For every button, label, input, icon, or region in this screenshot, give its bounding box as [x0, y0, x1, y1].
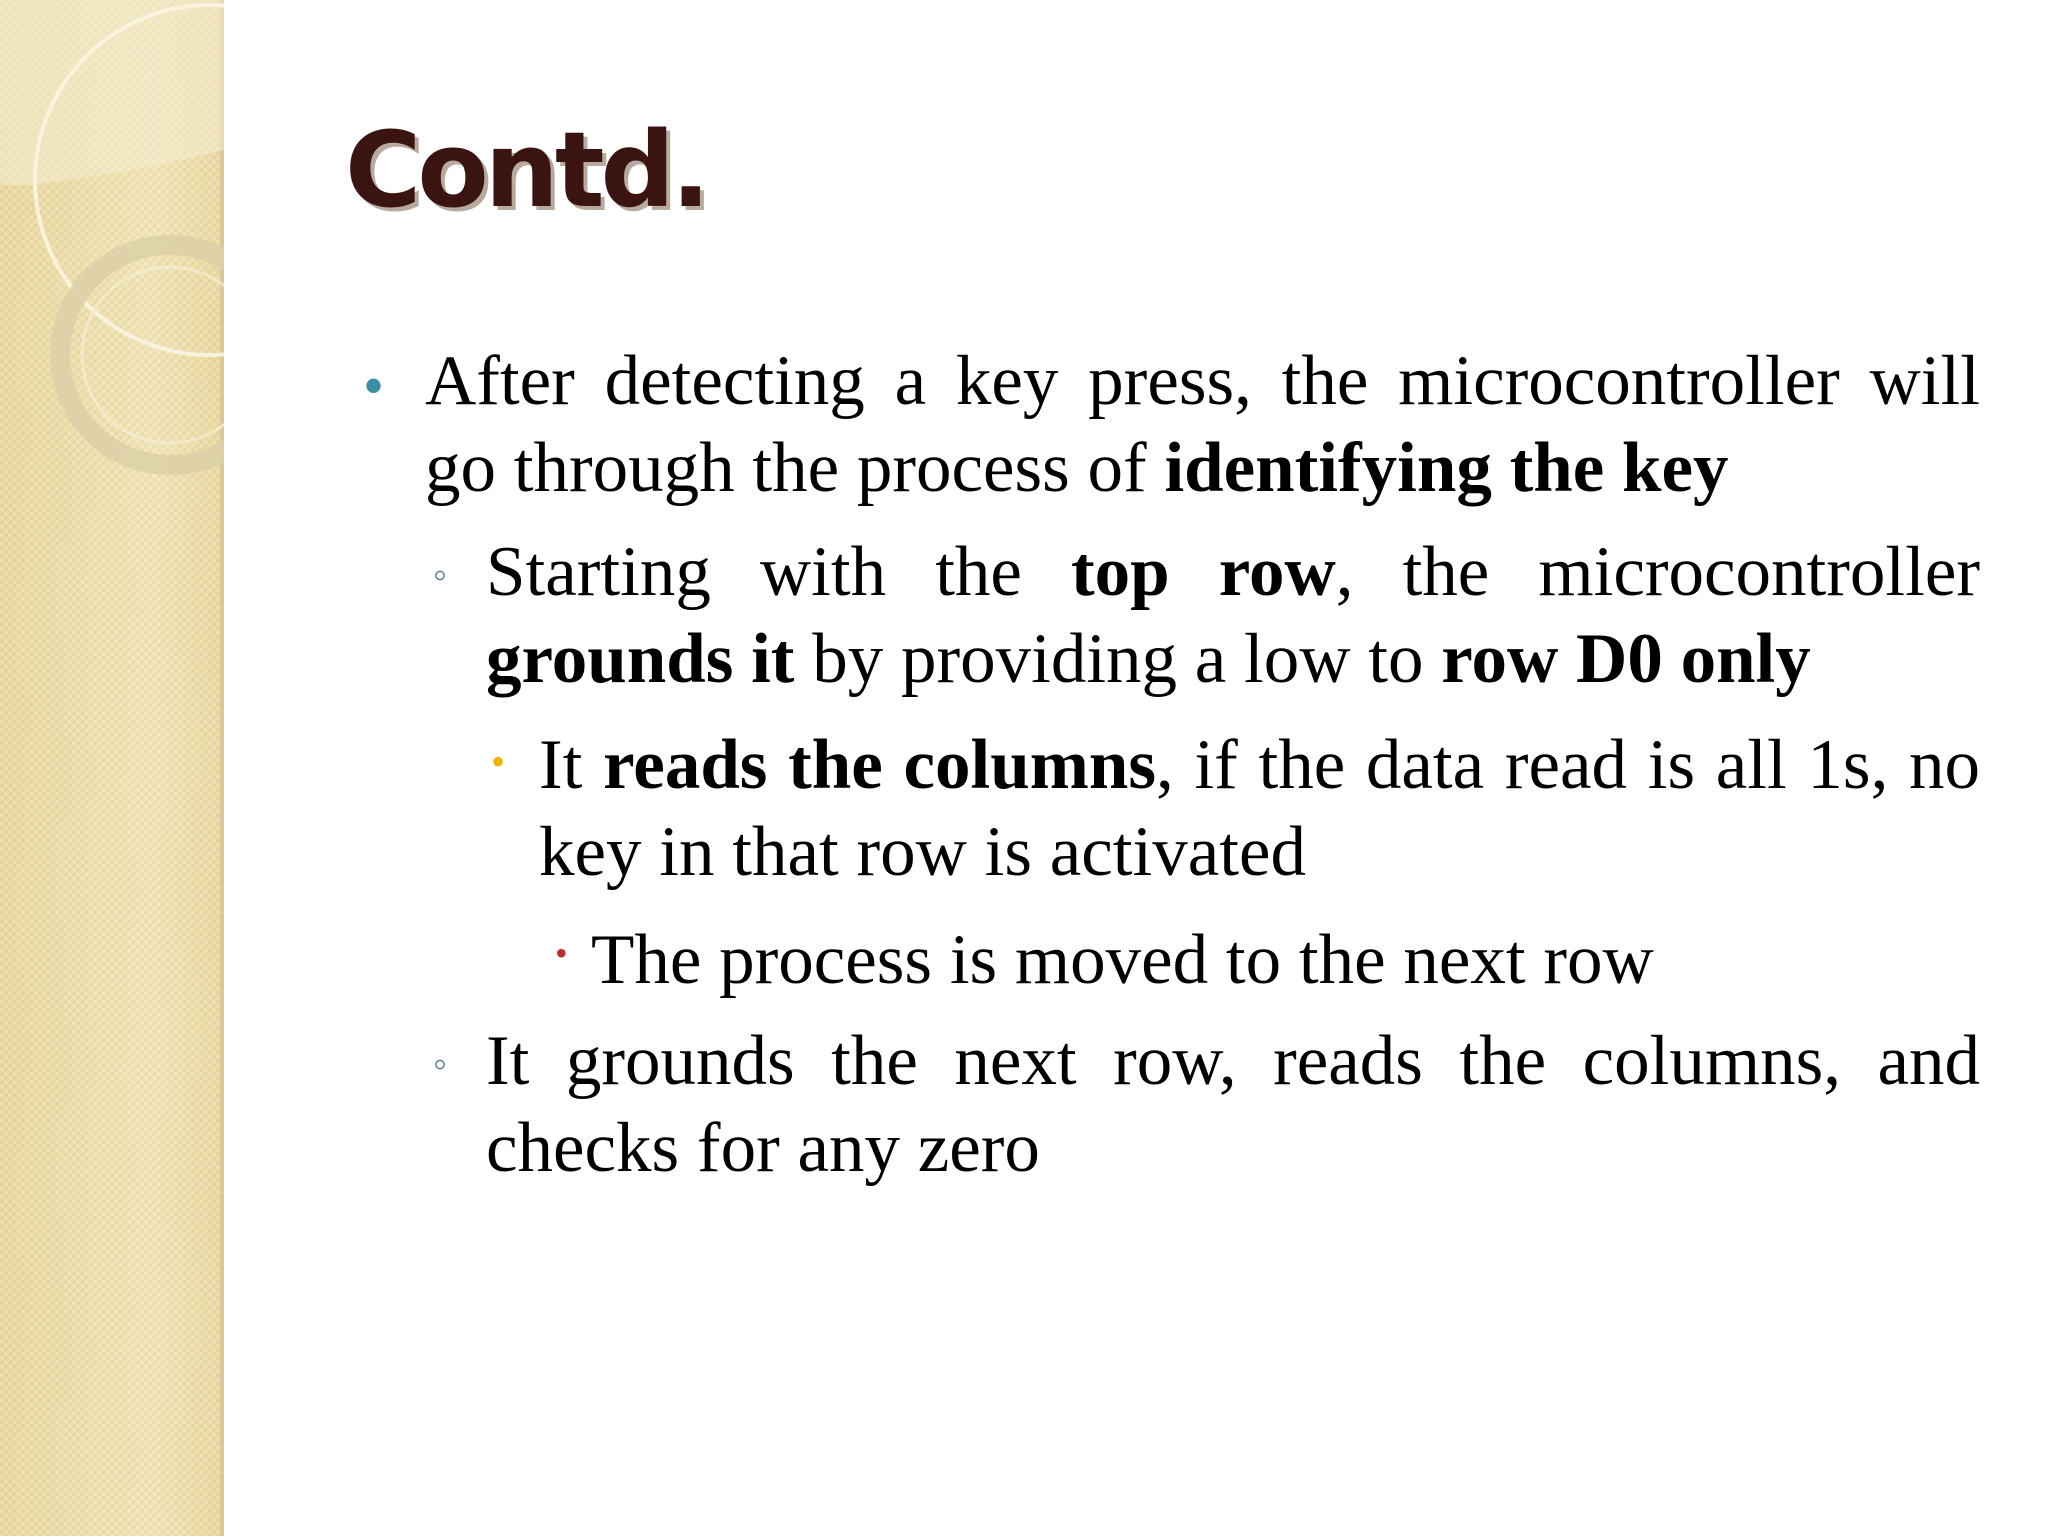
bold-text: reads the columns: [603, 726, 1156, 804]
text-segment: by providing a low to: [794, 620, 1442, 698]
text-segment: Starting with the: [486, 533, 1072, 611]
bullet-icon: •: [555, 933, 568, 973]
bullet-item-level-1: [345, 338, 1980, 512]
text-segment: , the microcontroller: [1335, 533, 1980, 611]
bullet-item-level-2: [345, 529, 1980, 703]
decorative-side-panel: [0, 0, 224, 1536]
bullet-list: [345, 338, 1980, 1211]
bullet-icon: •: [363, 353, 385, 419]
bold-text: top row: [1071, 533, 1336, 611]
text-segment: It grounds the next row, reads the columns, and checks for any zero: [486, 1022, 1980, 1187]
bullet-item-level-2: [345, 1018, 1980, 1192]
text-segment: , if the data read is all 1s, no key in that row is activated: [539, 726, 1981, 891]
bullet-item-level-3: [345, 722, 1980, 896]
bold-text: row D0 only: [1441, 620, 1811, 698]
text-segment: The process is moved to the next row: [591, 921, 1654, 999]
text-segment: After detecting a key press, the microcontroller will go through the process of: [425, 342, 1980, 507]
bullet-icon: ◦: [433, 1041, 448, 1086]
text-segment: It: [539, 726, 604, 804]
bullet-icon: •: [491, 739, 506, 784]
bold-text: grounds it: [486, 620, 795, 698]
bullet-icon: ◦: [433, 552, 448, 597]
bullet-item-level-4: [345, 917, 1980, 1004]
bold-text: identifying the key: [1164, 429, 1729, 507]
decorative-circles: [0, 0, 224, 1536]
slide-title: Contd.: [345, 109, 707, 231]
